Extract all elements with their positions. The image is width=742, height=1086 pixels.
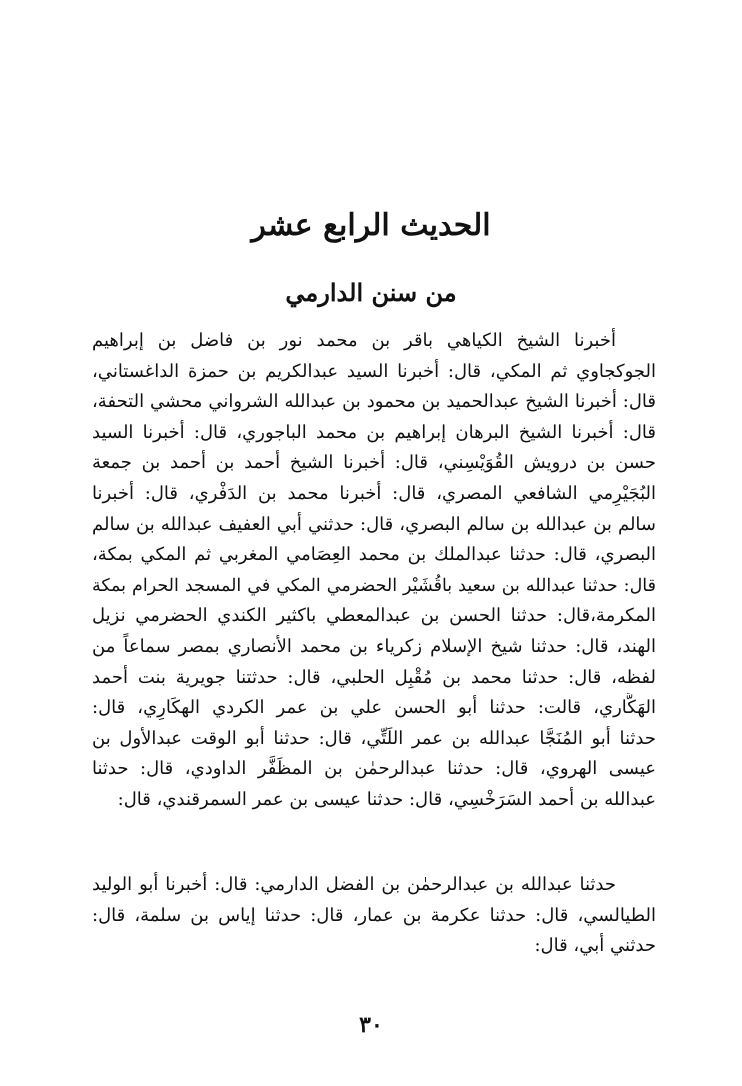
text-line: قال: أخبرنا الشيخ البرهان إبراهيم بن محمد الباجوري، قال: أخبرنا السيد (92, 421, 656, 443)
text-line: لفظه، قال: حدثنا محمد بن مُقْبِل الحلبي، قال: حدثتنا جويرية بنت أحمد (92, 666, 656, 688)
text-line: أخبرنا الشيخ الكياهي باقر بن محمد نور بن فاضل بن إبراهيم (92, 330, 616, 351)
text-line: المكرمة،قال: حدثنا الحسن بن عبدالمعطي باكثير الكندي الحضرمي نزيل (92, 605, 656, 627)
text-line: عيسى الهروي، قال: حدثنا عبدالرحمٰن بن المظَفَّر الداودي، قال: حدثنا (92, 758, 656, 780)
isnad-paragraph (92, 326, 656, 816)
text-line: الطيالسي، قال: حدثنا عكرمة بن عمار، قال: حدثنا إياس بن سلمة، قال: (92, 904, 656, 926)
text-line: حسن بن درويش القُوَيْسِني، قال: أخبرنا الشيخ أحمد بن أحمد بن جمعة (92, 452, 656, 474)
text-line: البصري، قال: حدثنا عبدالملك بن محمد العِصَامي المغربي ثم المكي بمكة، (92, 544, 656, 566)
text-line: سالم بن عبدالله بن سالم البصري، قال: حدثني أبي العفيف عبدالله بن سالم (92, 513, 656, 535)
text-line: الهند، قال: حدثنا شيخ الإسلام زكرياء بن محمد الأنصاري بمصر سماعاً من (92, 635, 656, 657)
page-title: الحديث الرابع عشر (251, 208, 491, 243)
text-line: الهَكَّاري، قالت: حدثنا أبو الحسن علي بن عمر الكردي الهكَارِي، قال: (92, 697, 656, 719)
text-line: قال: أخبرنا الشيخ عبدالحميد بن محمود بن عبدالله الشرواني محشي التحفة، (92, 391, 656, 413)
page-subtitle: من سنن الدارمي (285, 278, 457, 307)
text-line: عبدالله بن أحمد السَرَخْسِي، قال: حدثنا عيسى بن عمر السمرقندي، قال: (117, 788, 656, 810)
hadith-paragraph (92, 870, 656, 962)
text-line: حدثني أبي، قال: (534, 935, 656, 957)
text-line: قال: حدثنا عبدالله بن سعيد باقُشَيْر الحضرمي المكي في المسجد الحرام بمكة (92, 575, 656, 596)
text-line: الجوكجاوي ثم المكي، قال: أخبرنا السيد عبدالكريم بن حمزة الداغستاني، (92, 360, 656, 382)
text-line: البُجَيْرِمي الشافعي المصري، قال: أخبرنا محمد بن الدَفْري، قال: أخبرنا (92, 482, 656, 504)
text-line: حدثنا عبدالله بن عبدالرحمٰن بن الفضل الدارمي: قال: أخبرنا أبو الوليد (92, 874, 616, 895)
text-line: حدثنا أبو المُنَجَّا عبدالله بن عمر اللَتِّي، قال: حدثنا أبو الوقت عبدالأول بن (92, 727, 656, 749)
page-number: ٣٠ (359, 1012, 383, 1038)
